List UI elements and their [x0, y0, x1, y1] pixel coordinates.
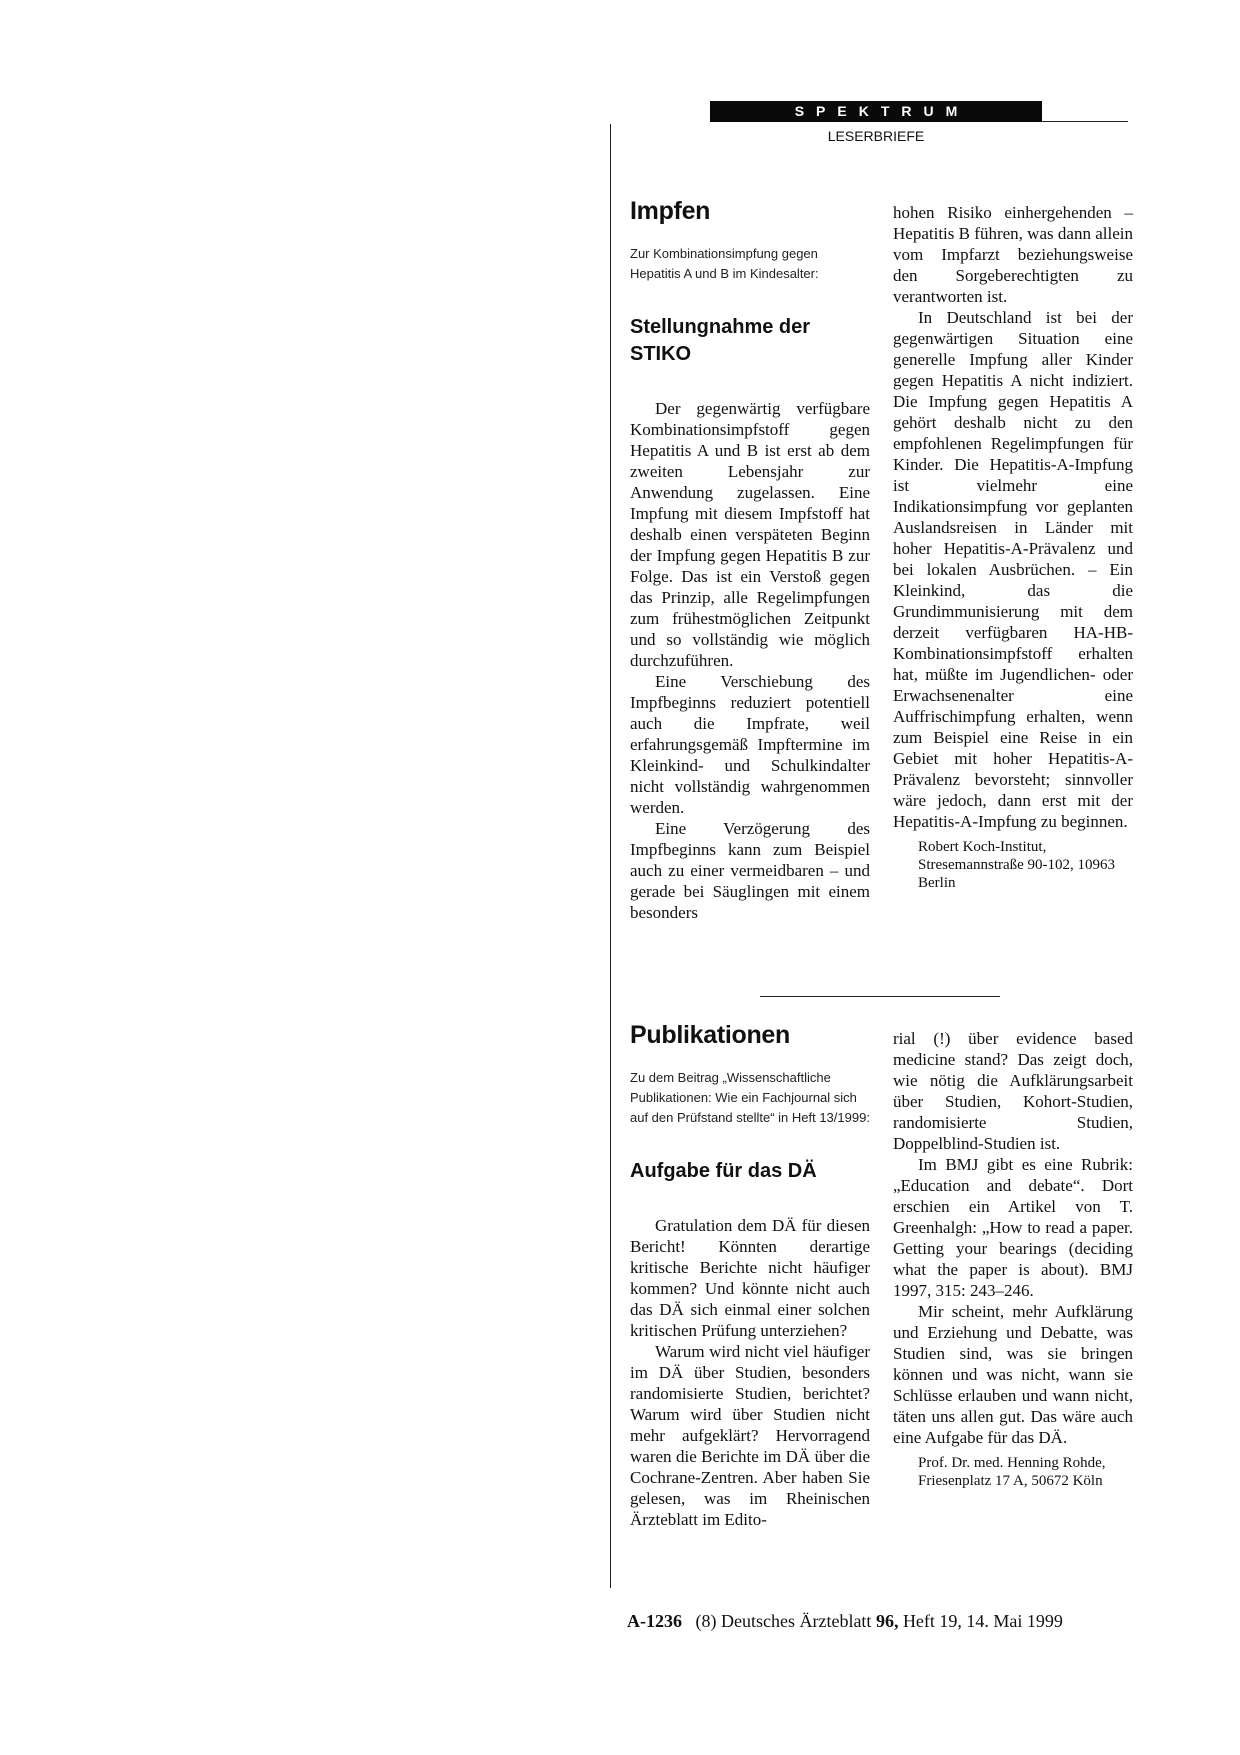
- article1-paragraph: Eine Verschiebung des Impfbeginns reduziert potentiell auch die Impfrate, weil erfahrungsgemäß Impftermine im Kleinkind- und Schulkindalter nicht vollständig wahrgenommen werden.: [630, 672, 870, 817]
- article1-column-2: [893, 202, 1133, 892]
- article1-signature: Robert Koch-Institut, Stresemannstraße 90-102, 10963 Berlin: [918, 839, 1116, 891]
- section-label: SPEKTRUM: [794, 103, 970, 119]
- article2-signature: Prof. Dr. med. Henning Rohde, Friesenplatz 17 A, 50672 Köln: [918, 1455, 1106, 1489]
- subsection-label: LESERBRIEFE: [827, 128, 925, 144]
- article2-paragraph: Warum wird nicht viel häufiger im DÄ über Studien, besonders randomisierte Studien, berichtet? Warum wird über Studien nicht mehr aufgeklärt? Hervorragend waren die Berichte im DÄ über die Cochrane-Zentren. Aber haben Sie gelesen, was im Rheinischen Ärzteblatt im Edito-: [630, 1342, 870, 1529]
- issue-info: Heft 19, 14. Mai 1999: [902, 1611, 1063, 1631]
- article1-headline: Stellungnahme der STIKO: [630, 316, 811, 365]
- section-header-bar: [710, 101, 1042, 122]
- column-divider-line: [610, 124, 611, 1588]
- article2-intro: Zu dem Beitrag „Wissenschaftliche Publikationen: Wie ein Fachjournal sich auf den Prüfstand stellte“ in Heft 13/1999:: [630, 1070, 870, 1125]
- article2-section-title: Publikationen: [630, 1021, 791, 1049]
- article1-column-1: [630, 196, 870, 923]
- article2-column-2: [893, 1028, 1133, 1490]
- page-number: A-1236: [627, 1611, 682, 1631]
- article2-paragraph: Mir scheint, mehr Aufklärung und Erziehung und Debatte, was Studien sind, was sie bringen können und was nicht, wann sie Schlüsse erlauben und wann nicht, täten uns allen gut. Das wäre auch eine Aufgabe für das DÄ.: [893, 1302, 1133, 1447]
- article2-column-1: [630, 1020, 870, 1530]
- publication-name: (8) Deutsches Ärzteblatt: [695, 1611, 872, 1631]
- article1-paragraph: hohen Risiko einhergehenden – Hepatitis B führen, was dann allein vom Impfarzt beziehungsweise den Sorgeberechtigten zu verantworten ist.: [893, 203, 1133, 306]
- article1-paragraph: In Deutschland ist bei der gegenwärtigen Situation eine generelle Impfung aller Kinder gegen Hepatitis A nicht indiziert. Die Impfung gegen Hepatitis A gehört deshalb nicht zu den empfohlenen Regelimpfungen für Kinder. Die Hepatitis-A-Impfung ist vielmehr eine Indikationsimpfung vor geplanten Auslandsreisen in Länder mit hoher Hepatitis-A-Prävalenz und bei lokalen Ausbrüchen. – Ein Kleinkind, das die Grundimmunisierung mit dem derzeit verfügbaren HA-HB-Kombinationsimpfstoff erhalten hat, müßte im Jugendlichen- oder Erwachsenenalter eine Auffrischimpfung erhalten, wenn zum Beispiel eine Reise in ein Gebiet mit hoher Hepatitis-A-Prävalenz bevorsteht; sinnvoller wäre jedoch, dann erst mit der Hepatitis-A-Impfung zu beginnen.: [893, 308, 1133, 831]
- volume-number: 96,: [875, 1611, 899, 1631]
- article1-intro: Zur Kombinationsimpfung gegen Hepatitis A und B im Kindesalter:: [630, 246, 819, 281]
- article-separator-rule: [760, 996, 1000, 997]
- header-rule: [1042, 121, 1128, 122]
- article2-paragraph: Gratulation dem DÄ für diesen Bericht! Könnten derartige kritische Berichte nicht häufiger kommen? Und könnte nicht auch das DÄ sich einmal einer solchen kritischen Prüfung unterziehen?: [630, 1216, 870, 1340]
- article2-headline: Aufgabe für das DÄ: [630, 1160, 817, 1182]
- article2-paragraph: rial (!) über evidence based medicine stand? Das zeigt doch, wie nötig die Aufklärungsarbeit über Studien, Kohort-Studien, randomisierte Studien, Doppelblind-Studien ist.: [893, 1029, 1133, 1153]
- page-footer: [627, 1610, 1227, 1632]
- article1-paragraph: Der gegenwärtig verfügbare Kombinationsimpfstoff gegen Hepatitis A und B ist erst ab dem zweiten Lebensjahr zur Anwendung zugelassen. Eine Impfung mit diesem Impfstoff hat deshalb einen verspäteten Beginn der Impfung gegen Hepatitis B zur Folge. Das ist ein Verstoß gegen das Prinzip, alle Regelimpfungen zum frühestmöglichen Zeitpunkt und so vollständig wie möglich durchzuführen.: [630, 399, 870, 670]
- article1-section-title: Impfen: [630, 197, 711, 225]
- article1-paragraph: Eine Verzögerung des Impfbeginns kann zum Beispiel auch zu einer vermeidbaren – und gerade bei Säuglingen mit einem besonders: [630, 819, 870, 922]
- article2-paragraph: Im BMJ gibt es eine Rubrik: „Education and debate“. Dort erschien ein Artikel von T. Greenhalgh: „How to read a paper. Getting your bearings (deciding what the paper is about). BMJ 1997, 315: 243–246.: [893, 1155, 1133, 1300]
